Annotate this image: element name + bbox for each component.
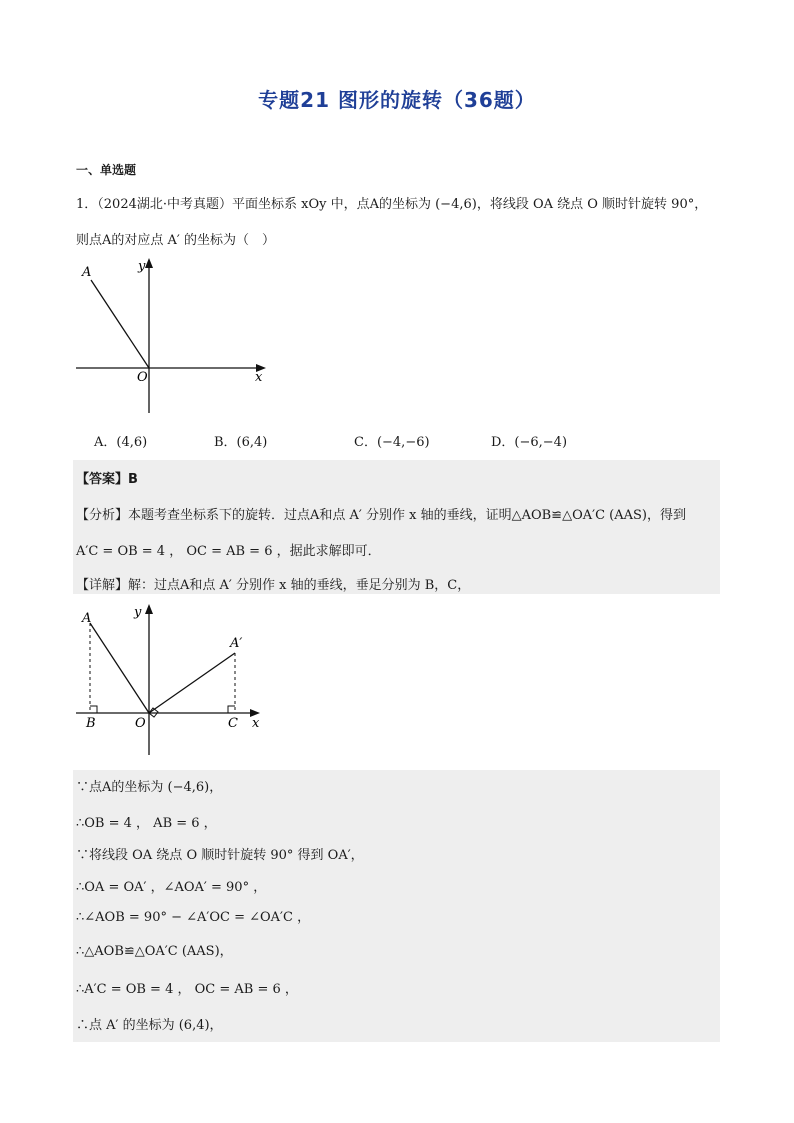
step-6: ∴△AOB≌△OA′C (AAS)，	[76, 944, 233, 959]
point-a-label: A	[82, 611, 92, 626]
origin-label: O	[135, 716, 146, 731]
x-axis-label: x	[252, 716, 260, 731]
step-7: ∴A′C = OB = 4 ， OC = AB = 6 ，	[76, 982, 298, 997]
step-8: ∴点 A′ 的坐标为 (6,4)，	[76, 1018, 223, 1033]
answer-text: 【答案】B	[76, 472, 138, 487]
choice-b: B．(6,4)	[214, 435, 268, 450]
point-b-label: B	[86, 716, 96, 731]
question-line-1: 1．（2024湖北·中考真题）平面坐标系 xOy 中，点A的坐标为 (−4,6)，将线段 OA 绕点 O 顺时针旋转 90°，	[76, 197, 708, 212]
choice-c: C．(−4,−6)	[354, 435, 430, 450]
origin-label: O	[137, 370, 148, 385]
analysis-line-1: 【分析】本题考查坐标系下的旋转．过点A和点 A′ 分别作 x 轴的垂线，证明△AOB≌△OA′C (AAS)，得到	[76, 508, 686, 523]
detail-line: 【详解】解：过点A和点 A′ 分别作 x 轴的垂线，垂足分别为 B，C，	[76, 578, 471, 593]
step-4: ∴OA = OA′ ，∠AOA′ = 90° ，	[76, 880, 267, 895]
question-line-2: 则点A的对应点 A′ 的坐标为（ ）	[76, 233, 275, 248]
point-c-label: C	[228, 716, 238, 731]
section-heading: 一、单选题	[76, 163, 137, 177]
point-a-label: A	[82, 265, 92, 280]
choice-a: A．(4,6)	[94, 435, 148, 450]
y-axis-label: y	[134, 605, 142, 620]
analysis-line-2: A′C = OB = 4 ， OC = AB = 6 ，据此求解即可．	[76, 544, 381, 559]
y-axis-label: y	[138, 259, 146, 274]
step-5: ∴∠AOB = 90° − ∠A′OC = ∠OA′C ，	[76, 910, 311, 925]
step-3: ∵将线段 OA 绕点 O 顺时针旋转 90° 得到 OA′，	[76, 848, 364, 863]
x-axis-label: x	[255, 370, 263, 385]
step-1: ∵点A的坐标为 (−4,6)，	[76, 780, 223, 795]
choice-d: D．(−6,−4)	[491, 435, 568, 450]
solution-figure	[70, 600, 280, 760]
page-title: 专题21 图形的旋转（36题）	[258, 88, 536, 112]
point-a-prime-label: A′	[230, 636, 243, 651]
question-figure	[70, 250, 280, 420]
step-2: ∴OB = 4 ， AB = 6 ，	[76, 816, 217, 831]
answer-line	[76, 468, 138, 487]
